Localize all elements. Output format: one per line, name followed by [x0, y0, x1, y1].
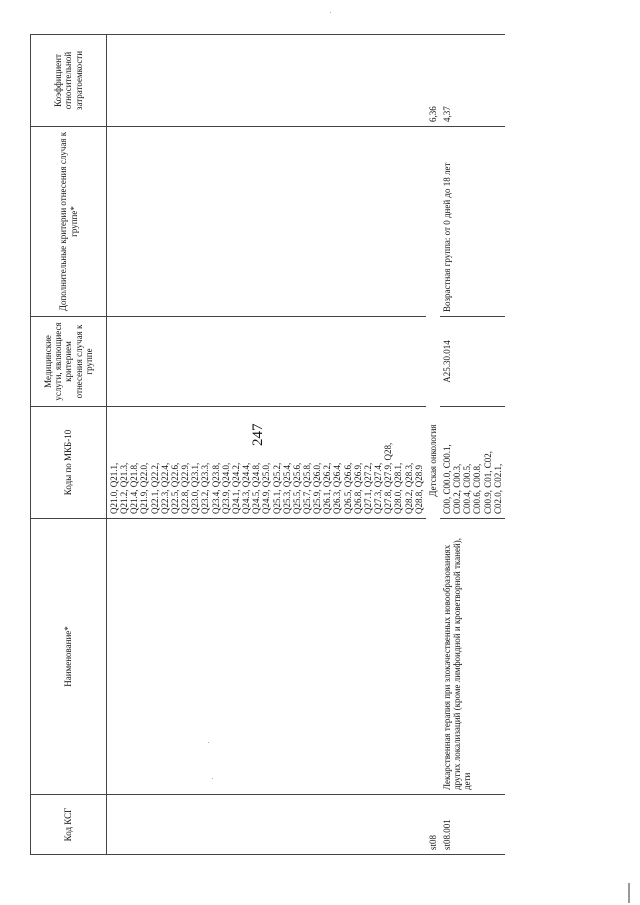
- section-coef: 6,36: [426, 35, 440, 127]
- ksg-table: [30, 34, 505, 855]
- mkb-codes-continued: [107, 407, 426, 519]
- table-row-continued: [107, 35, 426, 855]
- mkb-line: Q21.4, Q21.8,: [129, 462, 140, 514]
- mkb-line: Q22.3, Q22.4,: [159, 462, 170, 514]
- mkb-line: Q23.9, Q24.0,: [220, 462, 231, 514]
- mkb-line: C00.4, C00.5,: [462, 463, 473, 514]
- mkb-line: Q26.8, Q26.9,: [352, 462, 363, 514]
- mkb-line: Q27.1, Q27.2,: [362, 462, 373, 514]
- mkb-line: C00.2, C00.3,: [452, 463, 463, 514]
- mkb-line: Q24.9, Q25.0,: [261, 462, 272, 514]
- mkb-line: C00.6, C00.8,: [472, 463, 483, 514]
- header-mkb: Коды по МКБ-10: [31, 407, 107, 519]
- mkb-line: Q23.2, Q23.3,: [200, 462, 211, 514]
- mkb-line: Q26.5, Q26.6,: [342, 462, 353, 514]
- header-services: Медицинские услуги, являющиеся критерием отнесения случая к группе: [31, 317, 107, 407]
- mkb-line: Q25.5, Q25.6,: [291, 462, 302, 514]
- mkb-line: Q22.1, Q22.2,: [149, 462, 160, 514]
- mkb-line: Q24.1, Q24.2,: [230, 462, 241, 514]
- table-header-row: [31, 35, 107, 855]
- header-code: Код КСГ: [31, 795, 107, 855]
- row-name: Лекарственная терапия при злокачественных новообразованиях других локализаций (кроме лимфоидной и кроветворной тканей), дети: [440, 519, 505, 795]
- scan-edge-mark: [628, 883, 630, 903]
- mkb-line: Q23.4, Q23.8,: [210, 462, 221, 514]
- mkb-line: Q27.8, Q27.9, Q28,: [383, 442, 394, 514]
- mkb-line: C00.9, C01, C02,: [482, 450, 493, 514]
- section-title: Детская онкология: [426, 127, 440, 795]
- scan-dot: [330, 12, 331, 13]
- mkb-line: Q22.5, Q22.6,: [169, 462, 180, 514]
- mkb-line: Q25.7, Q25.8,: [301, 462, 312, 514]
- mkb-line: Q22.8, Q22.9,: [180, 462, 191, 514]
- mkb-line: Q25.9, Q26.0,: [312, 462, 323, 514]
- mkb-line: Q26.3, Q26.4,: [332, 462, 343, 514]
- rotated-table-container: [30, 35, 615, 855]
- row-code: st08.001: [440, 795, 505, 855]
- row-criteria: Возрастная группа: от 0 дней до 18 лет: [440, 127, 505, 317]
- mkb-line: C02.0, C02.1,: [492, 463, 503, 514]
- mkb-line: Q24.3, Q24.4,: [241, 462, 252, 514]
- scan-dot: [212, 778, 213, 779]
- page-number: 247: [250, 423, 266, 446]
- table-row-ksg: [440, 35, 505, 855]
- row-service: A25.30.014: [440, 317, 505, 407]
- mkb-line: Q24.5, Q24.8,: [251, 462, 262, 514]
- mkb-line: Q26.1, Q26.2,: [322, 462, 333, 514]
- mkb-line: Q25.3, Q25.4,: [281, 462, 292, 514]
- mkb-line: Q21.0, Q21.1,: [109, 462, 119, 514]
- scan-dot: [208, 742, 209, 743]
- mkb-line: Q28.2, Q28.3,: [403, 462, 414, 514]
- mkb-line: Q25.1, Q25.2,: [271, 462, 282, 514]
- table-row-section: [426, 35, 440, 855]
- mkb-line: Q27.3, Q27.4,: [373, 462, 384, 514]
- mkb-line: Q28.8, Q28.9: [413, 465, 424, 514]
- row-mkb-codes: [440, 407, 505, 519]
- header-criteria: Дополнительные критерии отнесения случая к группе*: [31, 127, 107, 317]
- header-coef: Коэффициент относительной затратоемкости: [31, 35, 107, 127]
- row-coef: 4,37: [440, 35, 505, 127]
- mkb-line: Q28.0, Q28.1,: [393, 462, 404, 514]
- mkb-line: Q23.0, Q23.1,: [190, 462, 201, 514]
- mkb-line: Q21.9, Q22.0,: [139, 462, 150, 514]
- mkb-line: Q21.2, Q21.3,: [119, 462, 130, 514]
- header-name: Наименование*: [31, 519, 107, 795]
- mkb-line: C00, C00.0, C00.1,: [442, 444, 452, 514]
- section-code: st08: [426, 795, 440, 855]
